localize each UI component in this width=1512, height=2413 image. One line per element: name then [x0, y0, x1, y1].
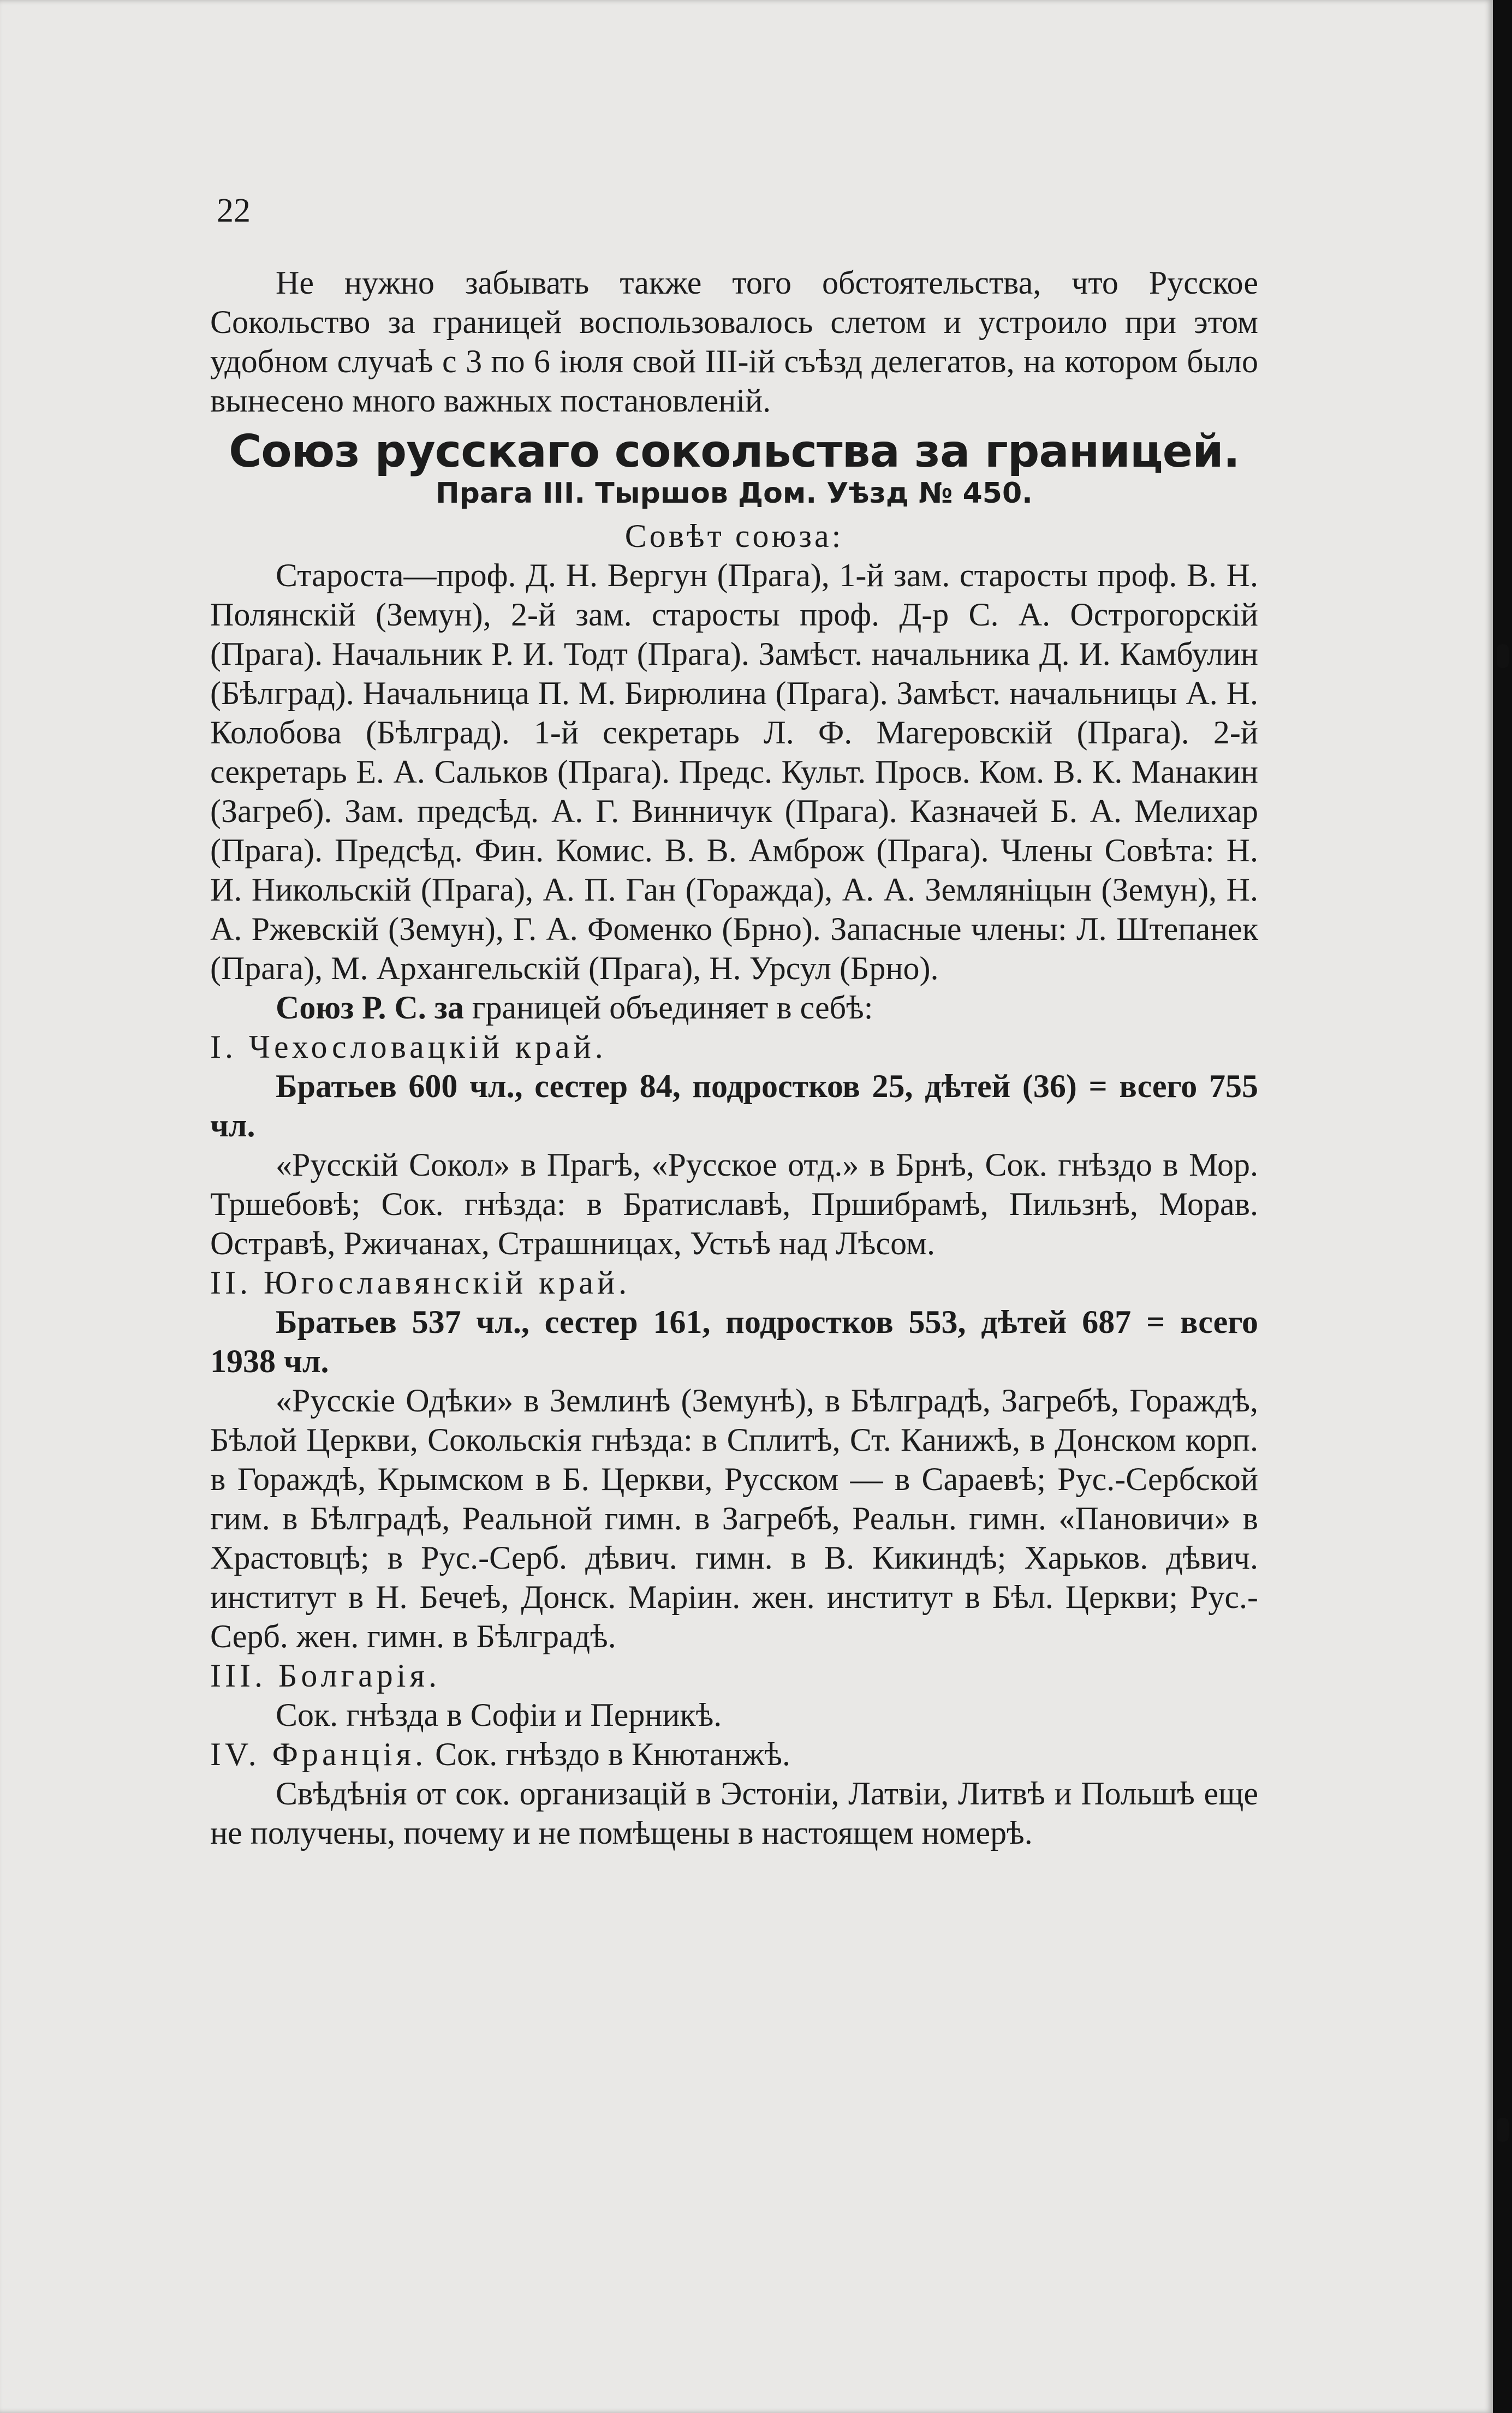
union-summary-bold: Союз Р. С. за	[276, 990, 464, 1026]
region-heading: II. Югославянскій край.	[210, 1265, 631, 1301]
region-details: «Русскій Сокол» в Прагѣ, «Русское отд.» в Брнѣ, Сок. гнѣздо в Мор. Тршебовѣ; Сок. гнѣзда: в Братиславѣ, Пршибрамѣ, Пильзнѣ, Морав. Остравѣ, Ржичанах, Страшницах, Устьѣ над Лѣсом.	[210, 1147, 1258, 1261]
section-title: Союз русскаго сокольства за границей.	[229, 426, 1240, 478]
closing-paragraph: Свѣдѣнія от сок. организацій в Эстоніи, Латвіи, Литвѣ и Польшѣ еще не получены, почему и не помѣщены в настоящем номерѣ.	[210, 1776, 1258, 1851]
region-details: Сок. гнѣзда в Софіи и Перникѣ.	[276, 1697, 722, 1733]
page-number: 22	[217, 192, 251, 229]
page-edge	[1493, 0, 1512, 2413]
region-france	[210, 1735, 1258, 1774]
region-heading: III. Болгарія.	[210, 1658, 441, 1694]
region-details: Сок. гнѣздо в Кнютанжѣ.	[427, 1736, 790, 1772]
council-heading: Совѣт союза:	[624, 518, 844, 554]
intro-paragraph: Не нужно забывать также того обстоятельства, что Русское Сокольство за границей воспользовалось слетом и устроило при этом удобном случаѣ с 3 по 6 іюля свой III-ій съѣзд делегатов, на котором было вынесено много важных постановленій.	[210, 265, 1258, 419]
binding-hole	[1497, 644, 1509, 668]
binding-hole	[1497, 2118, 1509, 2142]
region-heading: IV. Франція.	[210, 1736, 427, 1772]
union-summary-rest: границей объединяет в себѣ:	[463, 990, 873, 1026]
region-details: «Русскіе Одѣки» в Землинѣ (Земунѣ), в Бѣлградѣ, Загребѣ, Гораждѣ, Бѣлой Церкви, Сокольскія гнѣзда: в Сплитѣ, Ст. Канижѣ, в Донском корп. в Гораждѣ, Крымском в Б. Церкви, Русском — в Сараевѣ; Рус.-Сербской гим. в Бѣлградѣ, Реальной гимн. в Загребѣ, Реальн. гимн. «Пановичи» в Храстовцѣ; в Рус.-Серб. дѣвич. гимн. в В. Кикиндѣ; Харьков. дѣвич. институт в Н. Бечеѣ, Донск. Маріин. жен. институт в Бѣл. Церкви; Рус.-Серб. жен. гимн. в Бѣлградѣ.	[210, 1383, 1258, 1654]
region-heading: I. Чехословацкій край.	[210, 1029, 607, 1065]
union-summary	[210, 988, 1258, 1027]
page-text	[210, 191, 1258, 1852]
union-address: Прага III. Тыршов Дом. Уѣзд № 450.	[436, 477, 1033, 510]
region-stats: Братьев 537 чл., сестер 161, подростков 553, дѣтей 687 = всего 1938 чл.	[210, 1304, 1258, 1379]
region-stats: Братьев 600 чл., сестер 84, подростков 25, дѣтей (36) = всего 755 чл.	[210, 1068, 1258, 1143]
council-members: Староста—проф. Д. Н. Вергун (Прага), 1-й зам. старосты проф. В. Н. Полянскій (Земун), 2-й зам. старосты проф. Д-р С. А. Острогорскій (Прага). Начальник Р. И. Тодт (Прага). Замѣст. начальника Д. И. Камбулин (Бѣлград). Начальница П. М. Бирюлина (Прага). Замѣст. начальницы А. Н. Колобова (Бѣлград). 1-й секретарь Л. Ф. Магеровскій (Прага). 2-й секретарь Е. А. Сальков (Прага). Предс. Культ. Просв. Ком. В. К. Манакин (Загреб). Зам. предсѣд. А. Г. Винничук (Прага). Казначей Б. А. Мелихар (Прага). Предсѣд. Фин. Комис. В. В. Амброж (Прага). Члены Совѣта: Н. И. Никольскій (Прага), А. П. Ган (Горажда), А. А. Землянiцын (Земун), Н. А. Ржевскій (Земун), Г. А. Фоменко (Брно). Запасные члены: Л. Штепанек (Прага), М. Архангельскій (Прага), Н. Урсул (Брно).	[210, 557, 1258, 986]
